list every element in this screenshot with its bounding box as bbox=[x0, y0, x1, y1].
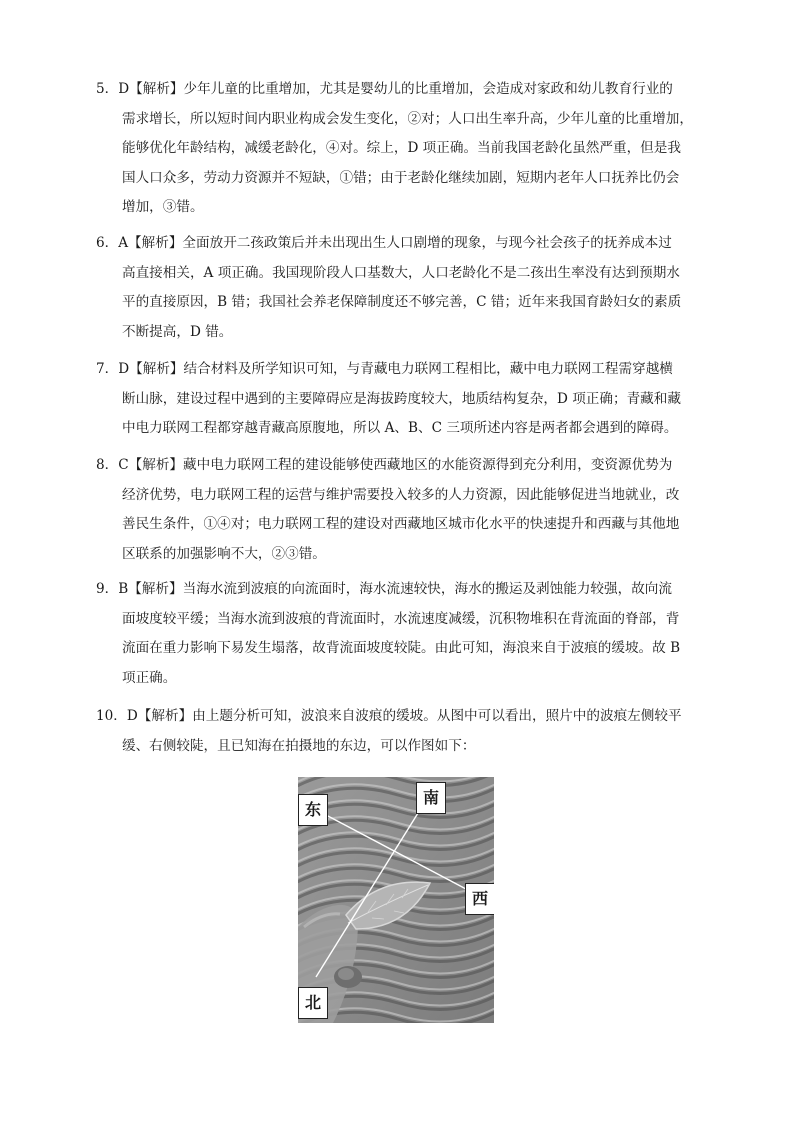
answer-line: 区联系的加强影响不大，②③错。 bbox=[122, 545, 326, 562]
answer-line: 6．A【解析】全面放开二孩政策后并未出现出生人口剧增的现象，与现今社会孩子的抚养成本过 bbox=[96, 235, 672, 251]
answer-line: 中电力联网工程都穿越青藏高原腹地，所以 A、B、C 三项所述内容是两者都会遇到的障碍。 bbox=[122, 420, 678, 437]
direction-label-north: 北 bbox=[298, 987, 328, 1019]
answer-line: 9．B【解析】当海水流到波痕的向流面时，海水流速较快，海水的搬运及剥蚀能力较强，故向流 bbox=[96, 581, 672, 597]
answer-line: 不断提高，D 错。 bbox=[122, 323, 233, 340]
ripple-mark-photo bbox=[298, 777, 494, 1023]
answer-line: 7．D【解析】结合材料及所学知识可知，与青藏电力联网工程相比，藏中电力联网工程需穿越横 bbox=[96, 361, 673, 377]
answer-line: 10．D【解析】由上题分析可知，波浪来自波痕的缓坡。从图中可以看出，照片中的波痕左侧较平 bbox=[96, 708, 682, 724]
answer-line: 8．C【解析】藏中电力联网工程的建设能够使西藏地区的水能资源得到充分利用，变资源优势为 bbox=[96, 457, 673, 473]
direction-label-south: 南 bbox=[416, 782, 446, 814]
answer-line: 善民生条件，①④对；电力联网工程的建设对西藏地区城市化水平的快速提升和西藏与其他地 bbox=[122, 516, 680, 533]
answer-item-6 bbox=[96, 229, 700, 347]
answer-item-7 bbox=[96, 355, 700, 444]
answer-line: 需求增长，所以短时间内职业构成会发生变化，②对；人口出生率升高，少年儿童的比重增加， bbox=[122, 110, 693, 127]
direction-label-west: 西 bbox=[465, 883, 494, 915]
answer-line: 缓、右侧较陡，且已知海在拍摄地的东边，可以作图如下： bbox=[122, 737, 476, 754]
answer-line: 断山脉，建设过程中遇到的主要障碍应是海拔跨度较大，地质结构复杂，D 项正确；青藏和藏 bbox=[122, 390, 681, 407]
direction-label-east: 东 bbox=[298, 794, 328, 826]
answer-line: 平的直接原因，B 错；我国社会养老保障制度还不够完善，C 错；近年来我国育龄妇女的素质 bbox=[122, 294, 682, 311]
answer-line: 能够优化年龄结构，减缓老龄化，④对。综上，D 项正确。当前我国老龄化虽然严重，但是我 bbox=[122, 140, 681, 157]
answer-line: 国人口众多，劳动力资源并不短缺，①错；由于老龄化继续加剧，短期内老年人口抚养比仍会 bbox=[122, 169, 680, 186]
answer-item-5 bbox=[96, 75, 700, 223]
answer-item-9 bbox=[96, 575, 700, 693]
answer-line: 流面在重力影响下易发生塌落，故背流面坡度较陡。由此可知，海浪来自于波痕的缓坡。故 B bbox=[122, 640, 681, 657]
answer-line: 经济优势，电力联网工程的运营与维护需要投入较多的人力资源，因此能够促进当地就业，改 bbox=[122, 486, 680, 503]
answer-line: 增加，③错。 bbox=[122, 199, 204, 216]
answer-item-8 bbox=[96, 451, 700, 569]
answer-line: 项正确。 bbox=[122, 669, 177, 686]
answer-line: 面坡度较平缓；当海水流到波痕的背流面时，水流速度减缓，沉积物堆积在背流面的脊部，背 bbox=[122, 610, 680, 627]
answer-item-10 bbox=[96, 702, 700, 761]
answer-line: 5．D【解析】少年儿童的比重增加，尤其是婴幼儿的比重增加，会造成对家政和幼儿教育行业的 bbox=[96, 81, 673, 97]
answer-line: 高直接相关，A 项正确。我国现阶段人口基数大，人口老龄化不是二孩出生率没有达到预期水 bbox=[122, 264, 680, 281]
